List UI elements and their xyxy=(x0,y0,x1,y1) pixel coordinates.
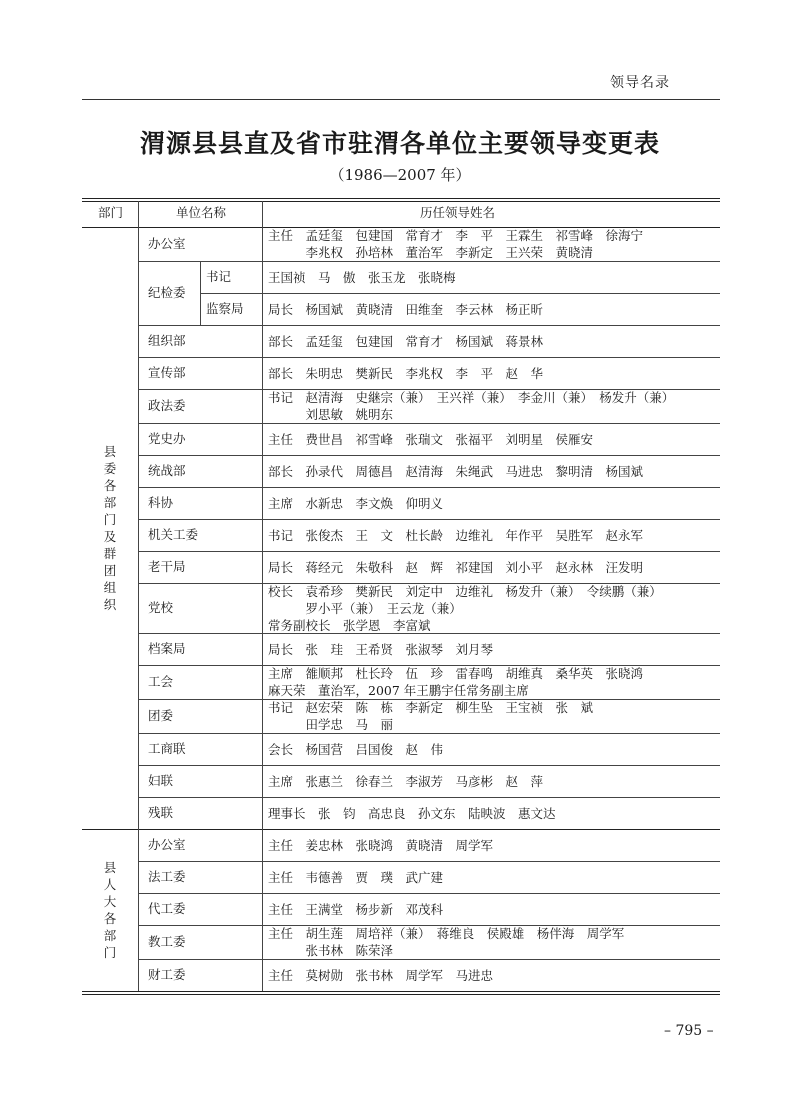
leader-names: 主任 韦德善 贾 璞 武广建 xyxy=(268,869,444,885)
leader-names: 李兆权 孙培林 董治军 李新定 王兴荣 黄晓清 xyxy=(268,245,594,260)
unit-name: 老干局 xyxy=(148,559,186,574)
unit-name: 组织部 xyxy=(148,333,186,348)
dept-group-label: 县委各部门及群团组织 xyxy=(103,444,117,612)
page-number: – 795 – xyxy=(664,1023,714,1039)
unit-name: 法工委 xyxy=(148,869,186,884)
leader-names: 主任 姜忠林 张晓鸿 黄晓清 周学军 xyxy=(268,837,494,853)
row-rule xyxy=(138,733,720,734)
leader-names: 部长 孟廷玺 包建国 常育才 杨国斌 蒋景林 xyxy=(268,333,544,349)
page-title: 渭源县县直及省市驻渭各单位主要领导变更表 xyxy=(139,129,660,158)
group-bottom-rule xyxy=(82,991,720,992)
dept-group-label: 县人大各部门 xyxy=(103,860,117,960)
unit-name: 妇联 xyxy=(148,773,174,788)
sub-unit-name: 书记 xyxy=(206,269,232,284)
row-rule xyxy=(138,487,720,488)
unit-name: 代工委 xyxy=(148,901,186,916)
sub-divider xyxy=(200,293,201,325)
row-rule xyxy=(200,293,720,294)
unit-name: 纪检委 xyxy=(148,285,186,300)
leader-names: 王国祯 马 傲 张玉龙 张晓梅 xyxy=(268,269,456,285)
table-bottom-rule xyxy=(82,994,720,995)
header-col-line xyxy=(262,201,263,227)
unit-name: 工会 xyxy=(148,674,174,689)
unit-name: 残联 xyxy=(148,805,174,820)
leader-names: 校长 袁希珍 樊新民 刘定中 边维礼 杨发升（兼） 令续鹏（兼） xyxy=(268,583,662,599)
section-header: 领导名录 xyxy=(610,75,670,91)
header-col-line xyxy=(138,201,139,227)
leader-names: 部长 朱明忠 樊新民 李兆权 李 平 赵 华 xyxy=(268,365,544,381)
header-unit: 单位名称 xyxy=(176,205,227,220)
unit-name: 办公室 xyxy=(148,837,186,852)
header-rule xyxy=(82,99,720,100)
unit-name: 党史办 xyxy=(148,431,186,446)
leader-names: 田学忠 马 丽 xyxy=(268,717,394,732)
unit-name: 工商联 xyxy=(148,741,186,756)
group-bottom-rule xyxy=(82,829,720,830)
unit-name: 政法委 xyxy=(148,398,186,413)
leader-names: 主任 费世昌 祁雪峰 张瑞文 张福平 刘明星 侯雁安 xyxy=(268,431,594,447)
row-rule xyxy=(138,325,720,326)
sub-unit-name: 监察局 xyxy=(206,301,244,316)
table-top-rule xyxy=(82,198,720,199)
table-top-rule-2 xyxy=(82,201,720,202)
unit-name: 团委 xyxy=(148,708,174,723)
leader-names: 局长 张 珪 王希贤 张淑琴 刘月琴 xyxy=(268,641,494,657)
unit-name: 档案局 xyxy=(148,641,186,656)
names-col-line xyxy=(262,829,263,991)
leader-names: 麻天荣 董治军，2007 年王鹏宇任常务副主席 xyxy=(268,683,529,698)
leader-names: 书记 赵宏荣 陈 栋 李新定 柳生坠 王宝祯 张 斌 xyxy=(268,700,594,715)
row-rule xyxy=(138,633,720,634)
row-rule xyxy=(138,797,720,798)
page-subtitle: （1986—2007 年） xyxy=(329,166,471,184)
leader-names: 主席 水新忠 李文焕 仰明义 xyxy=(268,495,444,511)
unit-name: 党校 xyxy=(148,600,174,615)
leader-names: 书记 赵清海 史継宗（兼） 王兴祥（兼） 李金川（兼） 杨发升（兼） xyxy=(268,390,675,405)
unit-col-line xyxy=(138,829,139,991)
leader-names: 主任 孟廷玺 包建国 常育才 李 平 王霖生 祁雪峰 徐海宁 xyxy=(268,228,644,243)
row-rule xyxy=(138,261,720,262)
leader-names: 部长 孙录代 周德昌 赵清海 朱绳武 马进忠 黎明清 杨国斌 xyxy=(268,463,644,479)
leader-names: 主任 胡生莲 周培祥（兼） 蒋维良 侯殿雄 杨伴海 周学军 xyxy=(268,926,625,941)
unit-name: 宣传部 xyxy=(148,365,186,380)
row-rule xyxy=(138,423,720,424)
row-rule xyxy=(138,765,720,766)
leader-names: 罗小平（兼） 王云龙（兼） xyxy=(268,600,462,616)
leader-names: 会长 杨国营 吕国俊 赵 伟 xyxy=(268,741,444,757)
leader-names: 常务副校长 张学恩 李富斌 xyxy=(268,617,431,633)
unit-col-line xyxy=(138,227,139,829)
row-rule xyxy=(138,357,720,358)
unit-name: 统战部 xyxy=(148,463,186,478)
row-rule xyxy=(138,551,720,552)
row-rule xyxy=(138,861,720,862)
leader-names: 书记 张俊杰 王 文 杜长龄 边维礼 年作平 吴胜军 赵永军 xyxy=(268,527,644,543)
leader-names: 主席 雒顺邦 杜长玲 伍 珍 雷春鸣 胡维真 桑华英 张晓鸿 xyxy=(268,666,644,681)
unit-name: 财工委 xyxy=(148,967,186,982)
row-rule xyxy=(138,519,720,520)
unit-name: 办公室 xyxy=(148,236,186,251)
row-rule xyxy=(138,455,720,456)
names-col-line xyxy=(262,227,263,829)
leader-names: 主任 莫树勋 张书林 周学军 马进忠 xyxy=(268,967,494,983)
header-dept: 部门 xyxy=(98,205,124,220)
row-rule xyxy=(138,893,720,894)
leader-names: 刘思敏 姚明东 xyxy=(268,407,394,422)
sub-divider xyxy=(200,261,201,293)
leader-names: 主席 张惠兰 徐春兰 李淑芳 马彦彬 赵 萍 xyxy=(268,773,544,789)
unit-name: 科协 xyxy=(148,495,174,510)
unit-name: 教工委 xyxy=(148,934,186,949)
leader-names: 主任 王满堂 杨步新 邓茂科 xyxy=(268,901,444,917)
header-names: 历任领导姓名 xyxy=(420,205,496,220)
leader-names: 张书林 陈荣泽 xyxy=(268,943,394,958)
leader-names: 局长 杨国斌 黄晓清 田维奎 李云林 杨正昕 xyxy=(268,301,544,317)
leader-names: 理事长 张 钧 高忠良 孙文东 陆映波 惠文达 xyxy=(268,805,556,821)
row-rule xyxy=(138,959,720,960)
unit-name: 机关工委 xyxy=(148,527,199,542)
leader-names: 局长 蒋经元 朱敬科 赵 辉 祁建国 刘小平 赵永林 汪发明 xyxy=(268,559,644,575)
